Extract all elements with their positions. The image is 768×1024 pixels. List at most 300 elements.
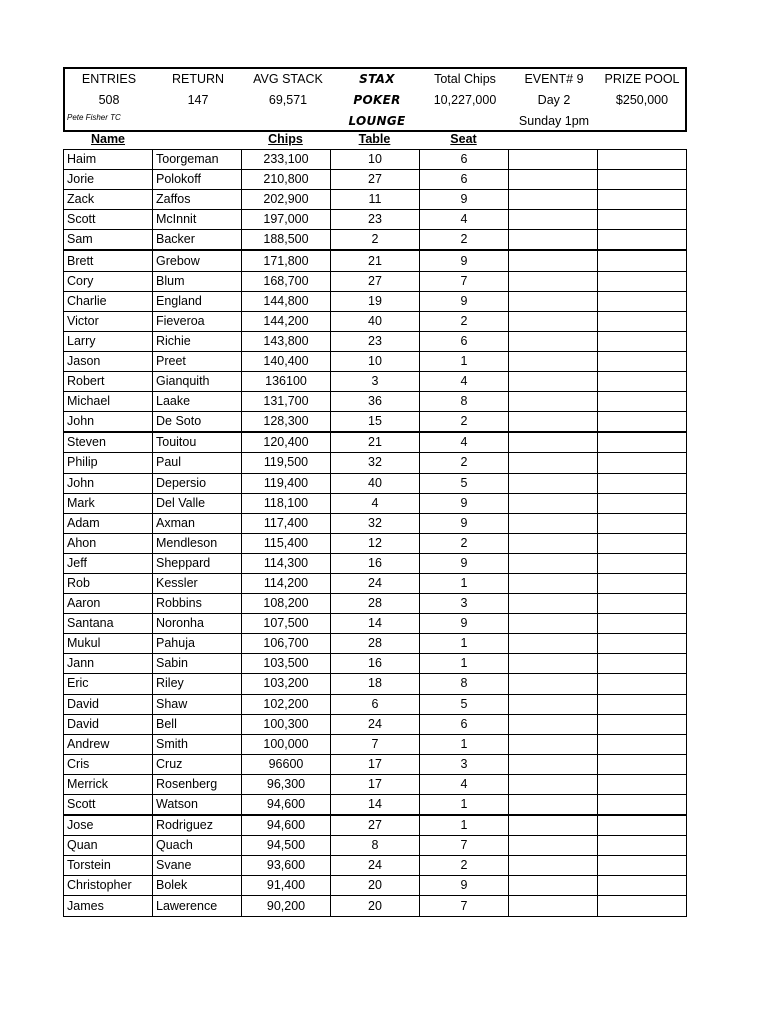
blank-cell xyxy=(598,533,687,553)
chips-cell: 94,600 xyxy=(242,815,331,836)
last-name-cell: Mendleson xyxy=(153,533,242,553)
column-headers xyxy=(63,131,685,149)
table-row xyxy=(64,533,687,553)
blank-cell xyxy=(598,513,687,533)
last-name-cell: Kessler xyxy=(153,573,242,593)
blank-cell xyxy=(509,493,598,513)
table-row xyxy=(64,271,687,291)
table-number-cell: 14 xyxy=(331,795,420,816)
first-name-cell: John xyxy=(64,473,153,493)
table-row xyxy=(64,836,687,856)
first-name-cell: Victor xyxy=(64,311,153,331)
blank-cell xyxy=(598,714,687,734)
player-roster-table xyxy=(63,149,687,917)
blank-cell xyxy=(509,453,598,473)
brand-line-3: LOUNGE xyxy=(348,114,406,128)
seat-number-cell: 9 xyxy=(420,614,509,634)
seat-number-cell: 9 xyxy=(420,291,509,311)
first-name-cell: Zack xyxy=(64,190,153,210)
blank-cell xyxy=(598,150,687,170)
blank-cell xyxy=(598,553,687,573)
blank-cell xyxy=(509,230,598,251)
blank-cell xyxy=(509,594,598,614)
chips-cell: 103,500 xyxy=(242,654,331,674)
blank-cell xyxy=(509,392,598,412)
seat-number-cell: 8 xyxy=(420,674,509,694)
table-number-cell: 36 xyxy=(331,392,420,412)
blank-cell xyxy=(598,815,687,836)
table-row xyxy=(64,150,687,170)
table-number-cell: 8 xyxy=(331,836,420,856)
table-row xyxy=(64,392,687,412)
blank-cell xyxy=(598,795,687,816)
seat-number-cell: 2 xyxy=(420,230,509,251)
chips-cell: 119,500 xyxy=(242,453,331,473)
last-name-cell: Toorgeman xyxy=(153,150,242,170)
blank-cell xyxy=(598,473,687,493)
return-label: RETURN xyxy=(171,72,225,86)
blank-cell xyxy=(509,412,598,433)
table-number-cell: 20 xyxy=(331,896,420,916)
blank-cell xyxy=(509,795,598,816)
blank-cell xyxy=(509,815,598,836)
seat-number-cell: 4 xyxy=(420,210,509,230)
blank-cell xyxy=(509,714,598,734)
blank-cell xyxy=(598,331,687,351)
table-number-cell: 11 xyxy=(331,190,420,210)
prize-pool-value: $250,000 xyxy=(615,93,669,107)
blank-cell xyxy=(509,210,598,230)
chips-cell: 108,200 xyxy=(242,594,331,614)
prize-pool-label: PRIZE POOL xyxy=(604,72,680,86)
last-name-cell: Pahuja xyxy=(153,634,242,654)
seat-number-cell: 1 xyxy=(420,573,509,593)
chips-cell: 140,400 xyxy=(242,351,331,371)
last-name-cell: Del Valle xyxy=(153,493,242,513)
avg-stack-block xyxy=(243,69,333,111)
table-row xyxy=(64,876,687,896)
table-number-cell: 27 xyxy=(331,815,420,836)
avg-stack-value: 69,571 xyxy=(268,93,308,107)
table-number-cell: 21 xyxy=(331,250,420,271)
blank-cell xyxy=(509,754,598,774)
chips-cell: 128,300 xyxy=(242,412,331,433)
blank-cell xyxy=(598,271,687,291)
last-name-cell: Gianquith xyxy=(153,372,242,392)
blank-cell xyxy=(509,271,598,291)
last-name-cell: Shaw xyxy=(153,694,242,714)
seat-number-cell: 9 xyxy=(420,250,509,271)
blank-cell xyxy=(598,493,687,513)
last-name-cell: Grebow xyxy=(153,250,242,271)
table-row xyxy=(64,573,687,593)
avg-stack-label: AVG STACK xyxy=(253,72,323,86)
last-name-cell: Fieveroa xyxy=(153,311,242,331)
blank-cell xyxy=(598,392,687,412)
blank-cell xyxy=(598,836,687,856)
table-number-cell: 27 xyxy=(331,271,420,291)
table-row xyxy=(64,795,687,816)
table-row xyxy=(64,674,687,694)
last-name-cell: Bolek xyxy=(153,876,242,896)
table-number-cell: 6 xyxy=(331,694,420,714)
chips-cell: 100,300 xyxy=(242,714,331,734)
blank-cell xyxy=(509,734,598,754)
last-name-cell: McInnit xyxy=(153,210,242,230)
first-name-cell: Cory xyxy=(64,271,153,291)
table-row xyxy=(64,896,687,916)
seat-number-cell: 2 xyxy=(420,311,509,331)
event-block xyxy=(509,69,599,132)
seat-number-cell: 6 xyxy=(420,170,509,190)
table-number-cell: 4 xyxy=(331,493,420,513)
table-number-cell: 17 xyxy=(331,754,420,774)
chips-cell: 171,800 xyxy=(242,250,331,271)
chips-cell: 131,700 xyxy=(242,392,331,412)
blank-cell xyxy=(598,291,687,311)
seat-number-cell: 4 xyxy=(420,774,509,794)
table-row xyxy=(64,453,687,473)
column-header-chips: Chips xyxy=(268,132,303,146)
blank-cell xyxy=(509,170,598,190)
first-name-cell: James xyxy=(64,896,153,916)
table-row xyxy=(64,734,687,754)
first-name-cell: Scott xyxy=(64,210,153,230)
column-header-seat: Seat xyxy=(450,132,477,146)
return-block xyxy=(153,69,243,111)
last-name-cell: Rosenberg xyxy=(153,774,242,794)
chips-cell: 136100 xyxy=(242,372,331,392)
total-chips-label: Total Chips xyxy=(434,72,496,86)
seat-number-cell: 1 xyxy=(420,654,509,674)
first-name-cell: Mukul xyxy=(64,634,153,654)
venue-brand xyxy=(333,69,421,132)
seat-number-cell: 6 xyxy=(420,150,509,170)
last-name-cell: Richie xyxy=(153,331,242,351)
blank-cell xyxy=(509,331,598,351)
table-number-cell: 12 xyxy=(331,533,420,553)
table-row xyxy=(64,654,687,674)
first-name-cell: Jann xyxy=(64,654,153,674)
first-name-cell: Brett xyxy=(64,250,153,271)
first-name-cell: Philip xyxy=(64,453,153,473)
seat-number-cell: 2 xyxy=(420,412,509,433)
table-number-cell: 23 xyxy=(331,331,420,351)
last-name-cell: Noronha xyxy=(153,614,242,634)
seat-number-cell: 1 xyxy=(420,815,509,836)
table-row xyxy=(64,311,687,331)
seat-number-cell: 1 xyxy=(420,734,509,754)
blank-cell xyxy=(509,896,598,916)
blank-cell xyxy=(598,311,687,331)
blank-cell xyxy=(509,856,598,876)
return-value: 147 xyxy=(187,93,209,107)
last-name-cell: Laake xyxy=(153,392,242,412)
table-row xyxy=(64,493,687,513)
blank-cell xyxy=(598,754,687,774)
chips-cell: 102,200 xyxy=(242,694,331,714)
blank-cell xyxy=(509,432,598,453)
chips-cell: 93,600 xyxy=(242,856,331,876)
seat-number-cell: 7 xyxy=(420,836,509,856)
table-number-cell: 18 xyxy=(331,674,420,694)
table-row xyxy=(64,513,687,533)
blank-cell xyxy=(598,412,687,433)
last-name-cell: Depersio xyxy=(153,473,242,493)
last-name-cell: Cruz xyxy=(153,754,242,774)
last-name-cell: Lawerence xyxy=(153,896,242,916)
table-row xyxy=(64,856,687,876)
seat-number-cell: 2 xyxy=(420,453,509,473)
event-day: Day 2 xyxy=(537,93,571,107)
blank-cell xyxy=(509,150,598,170)
table-number-cell: 27 xyxy=(331,170,420,190)
seat-number-cell: 3 xyxy=(420,594,509,614)
credit-text: Pete Fisher TC xyxy=(67,113,121,122)
first-name-cell: Scott xyxy=(64,795,153,816)
chips-cell: 233,100 xyxy=(242,150,331,170)
table-row xyxy=(64,210,687,230)
last-name-cell: Preet xyxy=(153,351,242,371)
first-name-cell: John xyxy=(64,412,153,433)
blank-cell xyxy=(598,170,687,190)
blank-cell xyxy=(509,190,598,210)
first-name-cell: Jeff xyxy=(64,553,153,573)
chips-cell: 197,000 xyxy=(242,210,331,230)
blank-cell xyxy=(598,694,687,714)
chips-cell: 106,700 xyxy=(242,634,331,654)
last-name-cell: Robbins xyxy=(153,594,242,614)
seat-number-cell: 1 xyxy=(420,795,509,816)
table-number-cell: 3 xyxy=(331,372,420,392)
seat-number-cell: 5 xyxy=(420,694,509,714)
blank-cell xyxy=(598,896,687,916)
blank-cell xyxy=(598,573,687,593)
blank-cell xyxy=(509,614,598,634)
last-name-cell: Polokoff xyxy=(153,170,242,190)
table-number-cell: 24 xyxy=(331,573,420,593)
table-number-cell: 40 xyxy=(331,311,420,331)
table-row xyxy=(64,553,687,573)
blank-cell xyxy=(598,230,687,251)
last-name-cell: Riley xyxy=(153,674,242,694)
last-name-cell: Watson xyxy=(153,795,242,816)
table-number-cell: 24 xyxy=(331,714,420,734)
first-name-cell: Jason xyxy=(64,351,153,371)
chips-cell: 100,000 xyxy=(242,734,331,754)
brand-line-2: POKER xyxy=(353,93,401,107)
blank-cell xyxy=(509,291,598,311)
table-row xyxy=(64,714,687,734)
seat-number-cell: 4 xyxy=(420,432,509,453)
last-name-cell: England xyxy=(153,291,242,311)
blank-cell xyxy=(598,856,687,876)
blank-cell xyxy=(509,553,598,573)
entries-block xyxy=(65,69,153,111)
last-name-cell: Blum xyxy=(153,271,242,291)
table-number-cell: 16 xyxy=(331,654,420,674)
blank-cell xyxy=(598,674,687,694)
first-name-cell: Andrew xyxy=(64,734,153,754)
table-number-cell: 17 xyxy=(331,774,420,794)
table-row xyxy=(64,432,687,453)
table-row xyxy=(64,230,687,251)
seat-number-cell: 6 xyxy=(420,331,509,351)
blank-cell xyxy=(509,694,598,714)
chips-cell: 91,400 xyxy=(242,876,331,896)
last-name-cell: Rodriguez xyxy=(153,815,242,836)
seat-number-cell: 3 xyxy=(420,754,509,774)
last-name-cell: Zaffos xyxy=(153,190,242,210)
blank-cell xyxy=(598,774,687,794)
first-name-cell: Rob xyxy=(64,573,153,593)
column-header-name: Name xyxy=(90,132,126,146)
chips-cell: 107,500 xyxy=(242,614,331,634)
seat-number-cell: 7 xyxy=(420,896,509,916)
chips-cell: 144,200 xyxy=(242,311,331,331)
chips-cell: 144,800 xyxy=(242,291,331,311)
blank-cell xyxy=(598,453,687,473)
seat-number-cell: 2 xyxy=(420,533,509,553)
table-row xyxy=(64,815,687,836)
chips-cell: 96600 xyxy=(242,754,331,774)
chips-cell: 103,200 xyxy=(242,674,331,694)
seat-number-cell: 9 xyxy=(420,190,509,210)
blank-cell xyxy=(509,573,598,593)
table-row xyxy=(64,594,687,614)
table-row xyxy=(64,372,687,392)
table-number-cell: 23 xyxy=(331,210,420,230)
chips-cell: 210,800 xyxy=(242,170,331,190)
last-name-cell: Quach xyxy=(153,836,242,856)
table-row xyxy=(64,614,687,634)
table-row xyxy=(64,331,687,351)
last-name-cell: Svane xyxy=(153,856,242,876)
chips-cell: 168,700 xyxy=(242,271,331,291)
first-name-cell: Santana xyxy=(64,614,153,634)
blank-cell xyxy=(598,372,687,392)
table-row xyxy=(64,774,687,794)
chips-cell: 119,400 xyxy=(242,473,331,493)
table-number-cell: 2 xyxy=(331,230,420,251)
table-number-cell: 20 xyxy=(331,876,420,896)
first-name-cell: Robert xyxy=(64,372,153,392)
blank-cell xyxy=(598,351,687,371)
chips-cell: 115,400 xyxy=(242,533,331,553)
total-chips-block xyxy=(421,69,509,111)
blank-cell xyxy=(509,533,598,553)
blank-cell xyxy=(509,351,598,371)
chips-cell: 90,200 xyxy=(242,896,331,916)
first-name-cell: Merrick xyxy=(64,774,153,794)
first-name-cell: Charlie xyxy=(64,291,153,311)
first-name-cell: Jose xyxy=(64,815,153,836)
seat-number-cell: 9 xyxy=(420,876,509,896)
blank-cell xyxy=(509,513,598,533)
chips-cell: 117,400 xyxy=(242,513,331,533)
first-name-cell: Aaron xyxy=(64,594,153,614)
blank-cell xyxy=(598,614,687,634)
first-name-cell: Christopher xyxy=(64,876,153,896)
table-number-cell: 24 xyxy=(331,856,420,876)
seat-number-cell: 1 xyxy=(420,634,509,654)
table-number-cell: 15 xyxy=(331,412,420,433)
chips-cell: 202,900 xyxy=(242,190,331,210)
brand-line-1: STAX xyxy=(359,72,395,86)
first-name-cell: David xyxy=(64,714,153,734)
chips-cell: 94,600 xyxy=(242,795,331,816)
entries-label: ENTRIES xyxy=(81,72,137,86)
table-row xyxy=(64,694,687,714)
blank-cell xyxy=(598,210,687,230)
last-name-cell: Touitou xyxy=(153,432,242,453)
last-name-cell: Backer xyxy=(153,230,242,251)
blank-cell xyxy=(598,190,687,210)
blank-cell xyxy=(509,634,598,654)
roster-body xyxy=(64,150,687,917)
blank-cell xyxy=(509,674,598,694)
first-name-cell: Mark xyxy=(64,493,153,513)
table-number-cell: 10 xyxy=(331,351,420,371)
table-row xyxy=(64,754,687,774)
chips-cell: 114,200 xyxy=(242,573,331,593)
seat-number-cell: 9 xyxy=(420,513,509,533)
chips-cell: 94,500 xyxy=(242,836,331,856)
last-name-cell: Bell xyxy=(153,714,242,734)
total-chips-value: 10,227,000 xyxy=(433,93,497,107)
chips-cell: 188,500 xyxy=(242,230,331,251)
blank-cell xyxy=(509,311,598,331)
table-row xyxy=(64,351,687,371)
first-name-cell: Torstein xyxy=(64,856,153,876)
table-row xyxy=(64,170,687,190)
seat-number-cell: 1 xyxy=(420,351,509,371)
first-name-cell: Michael xyxy=(64,392,153,412)
last-name-cell: Sabin xyxy=(153,654,242,674)
table-row xyxy=(64,634,687,654)
last-name-cell: Sheppard xyxy=(153,553,242,573)
blank-cell xyxy=(509,250,598,271)
first-name-cell: Jorie xyxy=(64,170,153,190)
seat-number-cell: 9 xyxy=(420,553,509,573)
blank-cell xyxy=(509,836,598,856)
chips-cell: 96,300 xyxy=(242,774,331,794)
seat-number-cell: 4 xyxy=(420,372,509,392)
table-number-cell: 28 xyxy=(331,634,420,654)
blank-cell xyxy=(509,372,598,392)
seat-number-cell: 5 xyxy=(420,473,509,493)
first-name-cell: Cris xyxy=(64,754,153,774)
table-number-cell: 40 xyxy=(331,473,420,493)
table-number-cell: 32 xyxy=(331,453,420,473)
first-name-cell: Sam xyxy=(64,230,153,251)
table-row xyxy=(64,250,687,271)
table-number-cell: 14 xyxy=(331,614,420,634)
event-info-box xyxy=(63,67,687,132)
column-header-table: Table xyxy=(358,132,391,146)
chips-cell: 114,300 xyxy=(242,553,331,573)
table-number-cell: 21 xyxy=(331,432,420,453)
table-row xyxy=(64,291,687,311)
first-name-cell: Eric xyxy=(64,674,153,694)
blank-cell xyxy=(598,654,687,674)
blank-cell xyxy=(509,654,598,674)
blank-cell xyxy=(509,876,598,896)
blank-cell xyxy=(598,876,687,896)
seat-number-cell: 9 xyxy=(420,493,509,513)
first-name-cell: Larry xyxy=(64,331,153,351)
entries-value: 508 xyxy=(98,93,120,107)
